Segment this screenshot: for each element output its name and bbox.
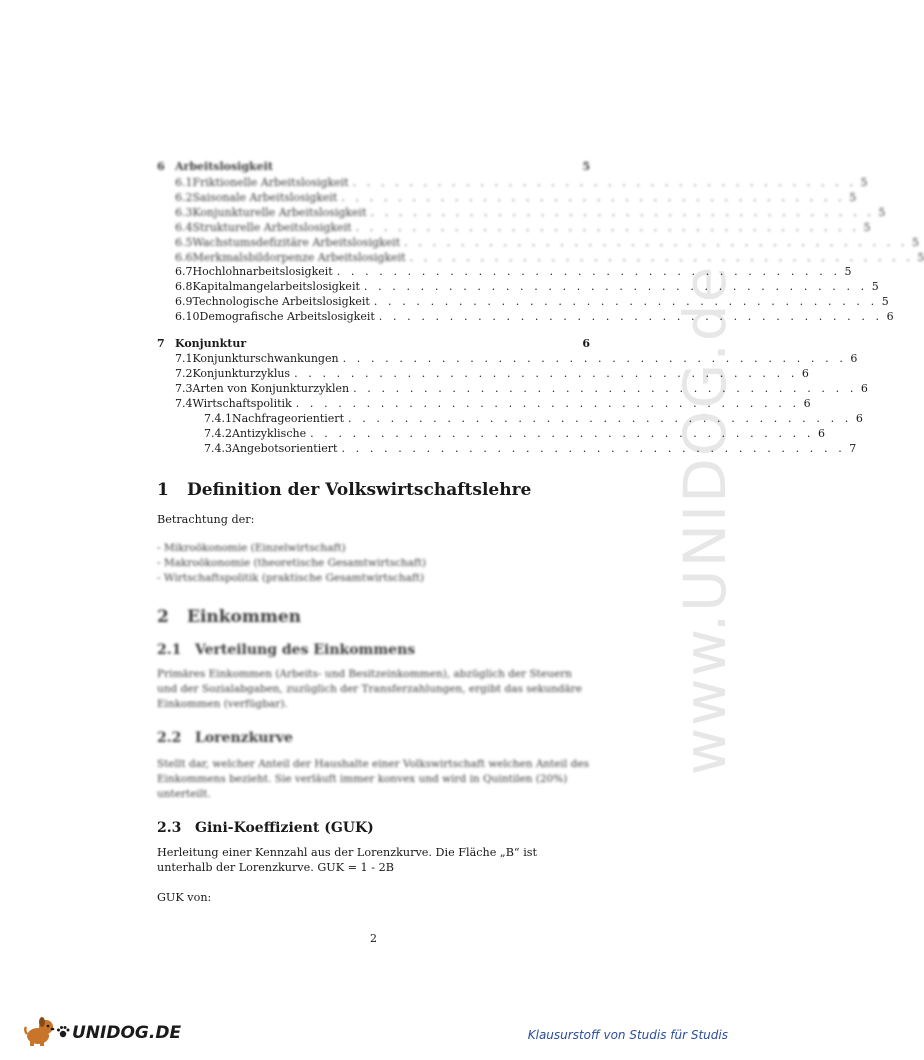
toc-entry — [157, 265, 852, 280]
watermark-text: www.UNIDOG.de — [671, 264, 739, 776]
toc-entry-title: Demografische Arbeitslosigkeit — [199, 310, 375, 323]
subsection-number: 2.3 — [157, 820, 182, 836]
toc-entry — [157, 442, 857, 457]
toc-section-6 — [157, 160, 590, 175]
toc-entry-number: 6.6 — [175, 251, 193, 264]
toc-leader-dots: . . . . . . . . . . . . . . . . . . . . . . . . . . . . . . . . . . . . — [373, 295, 878, 308]
paw-icon — [56, 1024, 70, 1043]
toc-entry-number: 7.1 — [175, 352, 193, 365]
section-2-3-text: Herleitung einer Kennzahl aus der Lorenzkurve. Die Fläche „B“ ist unterhalb der Lorenzkurve. GUK = 1 - 2B — [157, 846, 538, 874]
dog-icon — [24, 1016, 56, 1050]
toc-entry-number: 6.9 — [175, 295, 193, 308]
toc-leader-dots: . . . . . . . . . . . . . . . . . . . . . . . . . . . . . . . . . . . . — [353, 382, 857, 395]
toc-leader-dots: . . . . . . . . . . . . . . . . . . . . . . . . . . . . . . . . . . . . — [342, 352, 847, 365]
toc-leader-dots: . . . . . . . . . . . . . . . . . . . . . . . . . . . . . . . . . . . . — [363, 280, 868, 293]
section-number: 2 — [157, 607, 169, 627]
subsection-title: Lorenzkurve — [195, 730, 293, 746]
footer-slogan: Klausurstoff von Studis für Studis — [527, 1028, 728, 1042]
toc-entry-number: 6.5 — [175, 236, 193, 249]
subsection-number: 2.2 — [157, 730, 182, 746]
toc-entry — [157, 221, 871, 236]
toc-entry-title: Friktionelle Arbeitslosigkeit — [192, 176, 349, 189]
toc-entry — [157, 191, 857, 206]
toc-leader-dots: . . . . . . . . . . . . . . . . . . . . . . . . . . . . . . . . . . . . — [294, 367, 798, 380]
unidog-logo[interactable] — [24, 1016, 181, 1050]
toc-leader-dots: . . . . . . . . . . . . . . . . . . . . . . . . . . . . . . . . . . . . — [295, 397, 800, 410]
toc-leader-dots: . . . . . . . . . . . . . . . . . . . . . . . . . . . . . . . . . . . . — [336, 265, 841, 278]
toc-entry-title: Saisonale Arbeitslosigkeit — [192, 191, 338, 204]
section-number: 1 — [157, 480, 169, 500]
toc-entry-number: 7.4.3 — [204, 442, 232, 455]
toc-entry-page: 5 — [878, 206, 886, 219]
toc-entry-page: 6 — [817, 427, 825, 440]
section-heading-2 — [157, 607, 301, 627]
subsection-title: Gini-Koeffizient (GUK) — [195, 820, 374, 836]
toc-section-page: 5 — [582, 160, 590, 173]
toc-entry — [157, 352, 858, 367]
toc-entry-page: 6 — [801, 367, 809, 380]
list-item: - Wirtschaftspolitik (praktische Gesamtwirtschaft) — [157, 572, 425, 584]
toc-entry — [157, 427, 825, 442]
paragraph-line: und der Sozialabgaben, zuzüglich der Transferzahlungen, ergibt das sekundäre — [157, 683, 582, 695]
subsection-heading-2-1 — [157, 642, 415, 658]
toc-entry-title: Hochlohnarbeitslosigkeit — [192, 265, 333, 278]
toc-entry-page: 5 — [860, 176, 868, 189]
toc-entry — [157, 367, 809, 382]
toc-entry-title: Strukturelle Arbeitslosigkeit — [192, 221, 352, 234]
toc-entry-title: Konjunkturelle Arbeitslosigkeit — [192, 206, 367, 219]
section-1-intro: Betrachtung der: — [157, 513, 255, 526]
toc-section-page: 6 — [582, 337, 590, 350]
toc-entry-number: 7.4.1 — [204, 412, 232, 425]
paragraph-line: Stellt dar, welcher Anteil der Haushalte einer Volkswirtschaft welchen Anteil des — [157, 758, 589, 770]
toc-entry-title: Nachfrageorientiert — [232, 412, 344, 425]
section-title: Einkommen — [187, 607, 302, 627]
toc-leader-dots: . . . . . . . . . . . . . . . . . . . . . . . . . . . . . . . . . . . . — [355, 221, 860, 234]
toc-section-7 — [157, 337, 590, 352]
section-title: Definition der Volkswirtschaftslehre — [187, 480, 532, 500]
toc-entry-page: 5 — [863, 221, 871, 234]
toc-leader-dots: . . . . . . . . . . . . . . . . . . . . . . . . . . . . . . . . . . . . — [341, 191, 846, 204]
toc-entry-number: 7.2 — [175, 367, 193, 380]
toc-entry-page: 5 — [844, 265, 852, 278]
toc-entry-page: 6 — [860, 382, 868, 395]
toc-entry-title: Konjunkturzyklus — [192, 367, 291, 380]
toc-entry-number: 6.2 — [175, 191, 193, 204]
toc-entry-number: 6.3 — [175, 206, 193, 219]
toc-leader-dots: . . . . . . . . . . . . . . . . . . . . . . . . . . . . . . . . . . . . — [409, 251, 914, 264]
toc-leader-dots: . . . . . . . . . . . . . . . . . . . . . . . . . . . . . . . . . . . . — [310, 427, 814, 440]
paragraph-line: Einkommen (verfügbar). — [157, 698, 288, 710]
subsection-heading-2-2 — [157, 730, 293, 746]
toc-entry-page: 5 — [871, 280, 879, 293]
subsection-heading-2-3 — [157, 820, 374, 836]
toc-entry — [157, 397, 811, 412]
toc-entry-number: 7.3 — [175, 382, 193, 395]
toc-entry — [157, 280, 879, 295]
toc-entry-number: 7.4.2 — [204, 427, 232, 440]
logo-text: UNIDOG.DE — [72, 1023, 182, 1043]
toc-section-title: Konjunktur — [175, 337, 247, 350]
toc-section-number: 6 — [157, 160, 165, 173]
toc-entry-number: 6.8 — [175, 280, 193, 293]
toc-leader-dots: . . . . . . . . . . . . . . . . . . . . . . . . . . . . . . . . . . . . — [378, 310, 883, 323]
toc-entry — [157, 412, 863, 427]
toc-section-title: Arbeitslosigkeit — [175, 160, 273, 173]
toc-entry-number: 6.4 — [175, 221, 193, 234]
toc-leader-dots: . . . . . . . . . . . . . . . . . . . . . . . . . . . . . . . . . . . . — [341, 442, 846, 455]
toc-entry-page: 6 — [850, 352, 858, 365]
toc-entry — [157, 295, 889, 310]
page-number: 2 — [370, 932, 377, 945]
toc-leader-dots: . . . . . . . . . . . . . . . . . . . . . . . . . . . . . . . . . . . . — [352, 176, 857, 189]
toc-entry — [157, 176, 868, 191]
toc-entry-title: Merkmalsbildorpenze Arbeitslosigkeit — [192, 251, 406, 264]
toc-entry-title: Wachstumsdefizitäre Arbeitslosigkeit — [192, 236, 401, 249]
toc-entry-page: 6 — [855, 412, 863, 425]
list-item: - Mikroökonomie (Einzelwirtschaft) — [157, 542, 346, 554]
toc-section-number: 7 — [157, 337, 165, 350]
subsection-title: Verteilung des Einkommens — [195, 642, 416, 658]
toc-entry-number: 6.1 — [175, 176, 193, 189]
section-heading-1 — [157, 480, 531, 500]
toc-entry-page: 5 — [911, 236, 919, 249]
toc-leader-dots: . . . . . . . . . . . . . . . . . . . . . . . . . . . . . . . . . . . . — [404, 236, 908, 249]
list-item: - Makroökonomie (theoretische Gesamtwirtschaft) — [157, 557, 427, 569]
toc-entry-page: 5 — [881, 295, 889, 308]
toc-entry-page: 5 — [917, 251, 924, 264]
toc-entry-title: Technologische Arbeitslosigkeit — [192, 295, 370, 308]
toc-entry-number: 7.4 — [175, 397, 193, 410]
toc-entry — [157, 251, 924, 266]
toc-entry-title: Antizyklische — [232, 427, 307, 440]
toc-entry-page: 6 — [886, 310, 894, 323]
toc-entry-title: Kapitalmangelarbeitslosigkeit — [192, 280, 360, 293]
toc-entry — [157, 236, 919, 251]
toc-leader-dots: . . . . . . . . . . . . . . . . . . . . . . . . . . . . . . . . . . . . — [370, 206, 875, 219]
toc-entry-page: 6 — [803, 397, 811, 410]
toc-entry-number: 6.7 — [175, 265, 193, 278]
toc-entry — [157, 206, 886, 221]
toc-entry-page: 5 — [849, 191, 857, 204]
paragraph-line: unterteilt. — [157, 788, 211, 800]
toc-entry-title: Angebotsorientiert — [232, 442, 338, 455]
toc-entry-number: 6.10 — [175, 310, 200, 323]
toc-leader-dots: . . . . . . . . . . . . . . . . . . . . . . . . . . . . . . . . . . . . — [348, 412, 852, 425]
toc-entry — [157, 382, 868, 397]
toc-entry-title: Konjunkturschwankungen — [192, 352, 339, 365]
toc-entry-page: 7 — [849, 442, 857, 455]
subsection-number: 2.1 — [157, 642, 182, 658]
paragraph-line: Einkommens bezieht. Sie verläuft immer konvex und wird in Quintilen (20%) — [157, 773, 568, 785]
toc-entry-title: Arten von Konjunkturzyklen — [192, 382, 350, 395]
paragraph-line: Primäres Einkommen (Arbeits- und Besitzeinkommen), abzüglich der Steuern — [157, 668, 572, 680]
toc-entry-title: Wirtschaftspolitik — [192, 397, 292, 410]
toc-entry — [157, 310, 894, 325]
guk-label: GUK von: — [157, 891, 212, 904]
